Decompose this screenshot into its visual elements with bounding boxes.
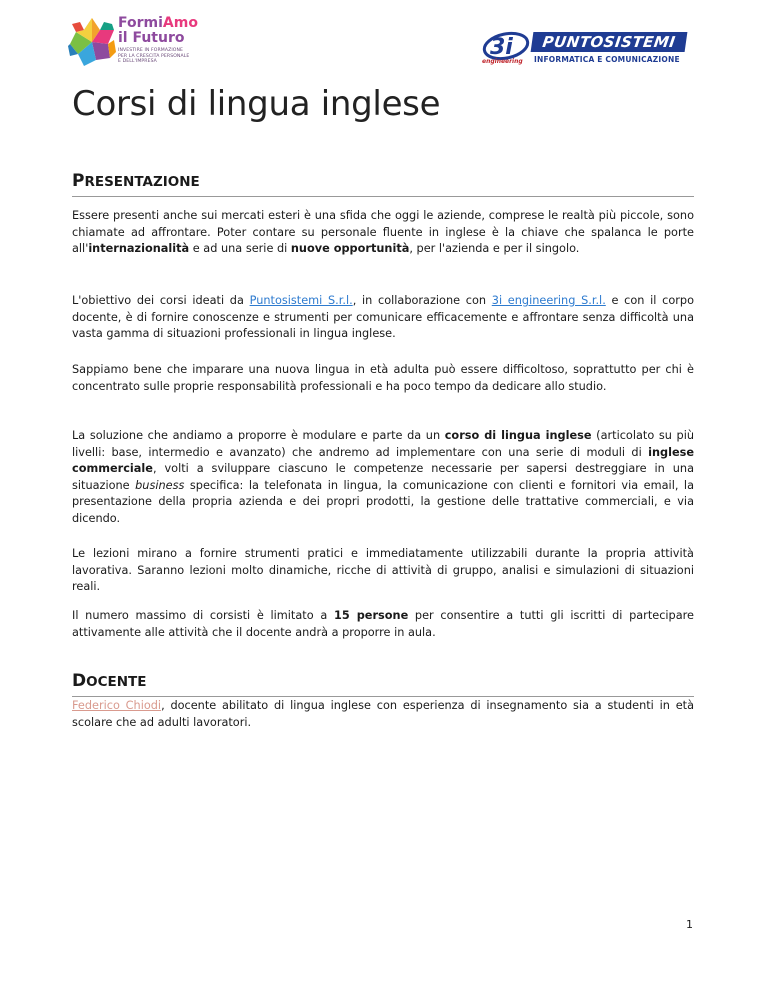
puntosistemi-wordmark: PUNTOSISTEMI — [531, 32, 688, 52]
3i-mark-icon — [482, 30, 530, 60]
section-heading-docente: DOCENTE — [72, 664, 694, 697]
flower-logo-icon — [66, 16, 118, 68]
paragraph-docente: Federico Chiodi, docente abilitato di lingua inglese con esperienza di insegnamento sia a studenti in età scolare che ad adulti lavoratori. — [72, 699, 694, 729]
section-heading-presentazione: PRESENTAZIONE — [72, 164, 694, 197]
paragraph-soluzione: La soluzione che andiamo a proporre è modulare e parte da un corso di lingua inglese (articolato su più livelli: base, intermedio e avanzato) che andremo ad implementare con una serie di moduli di inglese commerciale, volti a sviluppare ciascuno le competenze necessarie per sapersi destreggiare in una situazione business specifica: la telefonata in lingua, la comunicazione con clienti e fornitori via email, la presentazione della propria azienda e dei propri prodotti, la gestione delle trattative commerciali, e via dicendo. — [72, 429, 694, 525]
link-puntosistemi[interactable]: Puntosistemi S.r.l. — [249, 294, 353, 307]
paragraph-difficolta: Sappiamo bene che imparare una nuova lingua in età adulta può essere difficoltoso, soprattutto per chi è concentrato sulle proprie responsabilità professionali e ha poco tempo da dedicare allo studio. — [72, 363, 694, 393]
paragraph-numero-corsisti: Il numero massimo di corsisti è limitato a 15 persone per consentire a tutti gli iscritti di partecipare attivamente alle attività che il docente andrà a proporre in aula. — [72, 609, 694, 639]
formiamo-logo — [66, 14, 246, 72]
page-title: Corsi di lingua inglese — [72, 84, 441, 124]
puntosistemi-logo — [480, 30, 688, 70]
formiamo-tagline: INVESTIRE IN FORMAZIONE PER LA CRESCITA PERSONALE E DELL'IMPRESA — [118, 48, 190, 64]
svg-text:3i: 3i — [490, 35, 513, 60]
page-number: 1 — [686, 918, 693, 931]
link-3i-engineering[interactable]: 3i engineering S.r.l. — [491, 294, 606, 307]
puntosistemi-subtitle: INFORMATICA E COMUNICAZIONE — [534, 55, 680, 64]
paragraph-obiettivo: L'obiettivo dei corsi ideati da Puntosistemi S.r.l., in collaborazione con 3i engineering S.r.l. e con il corpo docente, è di fornire conoscenze e strumenti per comunicare efficacemente e affrontare senza difficoltà una vasta gamma di situazioni professionali in lingua inglese. — [72, 294, 694, 340]
formiamo-wordmark: FormiAmo il Futuro — [118, 15, 198, 46]
paragraph-intro: Essere presenti anche sui mercati esteri è una sfida che oggi le aziende, comprese le realtà più piccole, sono chiamate ad affrontare. Poter contare su personale fluente in inglese è la chiave che spalanca le porte all'internazionalità e ad una serie di nuove opportunità, per l'azienda e per il singolo. — [72, 209, 694, 255]
paragraph-lezioni: Le lezioni mirano a fornire strumenti pratici e immediatamente utilizzabili durante la propria attività lavorativa. Saranno lezioni molto dinamiche, ricche di attività di gruppo, analisi e simulazioni di situazioni reali. — [72, 547, 694, 593]
link-federico-chiodi[interactable]: Federico Chiodi — [72, 699, 162, 712]
3i-engineering-logo: 3i engineering — [482, 30, 530, 64]
